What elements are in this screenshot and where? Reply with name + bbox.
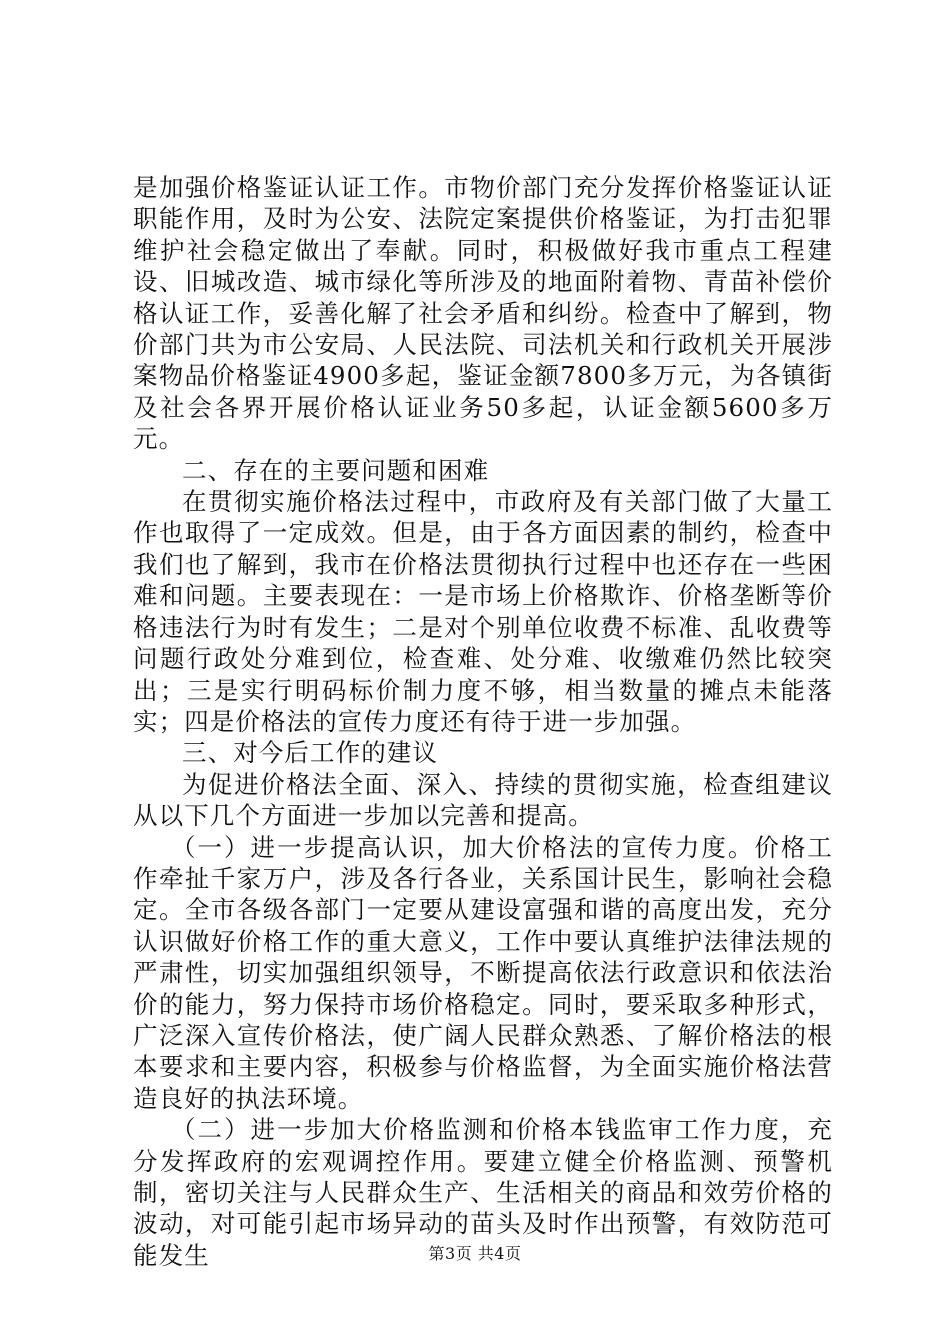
paragraph-suggestion-2: （二）进一步加大价格监测和价格本钱监审工作力度，充分发挥政府的宏观调控作用。要建立健全价格监测、预警机制，密切关注与人民群众生产、生活相关的商品和效劳价格的波动，对可能引起市场异动的苗头及时作出预警，有效防范可能发生 — [133, 1115, 833, 1270]
section-heading-suggestions: 三、对今后工作的建议 — [182, 738, 438, 768]
paragraph-problems: 在贯彻实施价格法过程中，市政府及有关部门做了大量工作也取得了一定成效。但是，由于各方面因素的制约，检查中我们也了解到，我市在价格法贯彻执行过程中也还存在一些困难和问题。主要表现在：一是市场上价格欺诈、价格垄断等价格违法行为时有发生；二是对个别单位收费不标准、乱收费等问题行政处分难到位，检查难、处分难、收缴难仍然比较突出；三是实行明码标价制力度不够，相当数量的摊点未能落实；四是价格法的宣传力度还有待于进一步加强。 — [133, 487, 833, 736]
document-body — [133, 172, 833, 1271]
page-number-footer: 第3页 共4页 — [428, 1244, 522, 1263]
paragraph-price-appraisal: 是加强价格鉴证认证工作。市物价部门充分发挥价格鉴证认证职能作用，及时为公安、法院定案提供价格鉴证，为打击犯罪维护社会稳定做出了奉献。同时，积极做好我市重点工程建设、旧城改造、城市绿化等所涉及的地面附着物、青苗补偿价格认证工作，妥善化解了社会矛盾和纠纷。检查中了解到，物价部门共为市公安局、人民法院、司法机关和行政机关开展涉案物品价格鉴证4900多起，鉴证金额7800多万元，为各镇街及社会各界开展价格认证业务50多起，认证金额5600多万元。 — [133, 173, 833, 454]
paragraph-suggestions-intro: 为促进价格法全面、深入、持续的贯彻实施，检查组建议从以下几个方面进一步加以完善和提高。 — [133, 769, 833, 831]
section-heading-problems: 二、存在的主要问题和困难 — [182, 455, 490, 485]
paragraph-suggestion-1: （一）进一步提高认识，加大价格法的宣传力度。价格工作牵扯千家万户，涉及各行各业，关系国计民生，影响社会稳定。全市各级各部门一定要从建设富强和谐的高度出发，充分认识做好价格工作的重大意义，工作中要认真维护法律法规的严肃性，切实加强组织领导，不断提高依法行政意识和依法治价的能力，努力保持市场价格稳定。同时，要采取多种形式，广泛深入宣传价格法，使广阔人民群众熟悉、了解价格法的根本要求和主要内容，积极参与价格监督，为全面实施价格法营造良好的执法环境。 — [133, 832, 833, 1113]
